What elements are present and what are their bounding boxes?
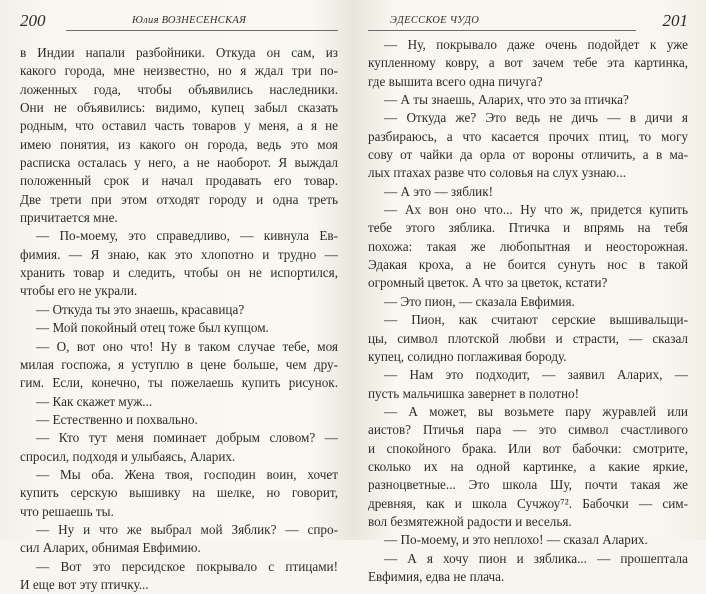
text-line: Они не объявились: видимо, купец забыл сказать [20, 100, 338, 116]
text-line: — Откуда ты это знаешь, красавица? [36, 301, 245, 317]
text-line: — По-моему, и это неплохо! — сказал Аларих. [384, 532, 648, 548]
text-line: — Вот это персидское покрывало с птицами! [36, 558, 338, 574]
text-line: древняя, как и школа Сучжоу⁷². Бабочки — сим- [368, 495, 688, 511]
left-page-body [20, 44, 338, 594]
text-line: разбираюсь, а что касается прочих птиц, то могу [368, 128, 688, 144]
text-line: — Мой покойный отец тоже был купцом. [36, 320, 269, 336]
text-line: — Ну и что же выбрал мой Зяблик? — спро- [36, 521, 338, 537]
text-line: сову от чайки да орла от вороны отличить, а в ма- [368, 147, 688, 163]
text-line: — А это — зяблик! [384, 183, 494, 199]
text-line: — Это пион, — сказала Евфимия. [384, 293, 575, 309]
right-page-header [368, 12, 688, 32]
text-line: — Ах вон оно что... Ну что ж, придется купить [384, 202, 688, 218]
text-line: — Кто тут меня поминает добрым словом? — [36, 430, 338, 446]
text-line: Эдакая кроха, а не боится сунуть нос в такой [368, 257, 688, 273]
text-line: — Нам это подходит, — заявил Аларих, — [384, 367, 688, 383]
left-running-head: Юлия ВОЗНЕСЕНСКАЯ [132, 15, 247, 26]
text-line: тебе этого зяблика. Птичка и впрямь на тебя [368, 220, 688, 236]
text-line: — А я хочу пион и зяблика... — прошептала [384, 550, 688, 566]
text-line: — Естественно и похвально. [36, 411, 198, 427]
text-line: Евфимия, едва не плача. [368, 568, 505, 584]
text-line: сил Аларих, обнимая Евфимию. [20, 540, 201, 556]
text-line: родным, что оставил часть товаров у меня, а я не [20, 118, 338, 134]
text-line: цы, символ плотской любви и страсти, — сказал [368, 330, 688, 346]
text-line: — А ты знаешь, Аларих, что это за птичка? [384, 92, 629, 108]
text-line: — По-моему, это справедливо, — кивнула Ев- [36, 228, 338, 244]
text-line: — Мы оба. Жена твоя, господин воин, хочет [36, 466, 338, 482]
right-header-rule [368, 30, 636, 31]
text-line: и спокойного брака. Или вот бабочки: смотрите, [368, 440, 688, 456]
text-line: И еще вот эту птичку... [20, 576, 149, 592]
text-line: — Пион, как считают серские вышивальщи- [384, 312, 688, 328]
text-line: лых птахах разве что соловья на слух узнаю... [368, 165, 627, 181]
text-line: пусть мальчишка завернет в полотно! [368, 385, 580, 401]
left-page-header [20, 12, 338, 32]
text-line: расписка осталась у него, а не наоборот. Я выждал [20, 155, 338, 171]
text-line: — О, вот оно что! Ну в таком случае тебе, моя [36, 338, 338, 354]
text-line: разноцветные... Это школа Шу, почти такая же [368, 477, 688, 493]
right-running-head: ЭДЕССКОЕ ЧУДО [390, 15, 480, 26]
text-line: где вышита всего одна пичуга? [368, 73, 543, 89]
right-page [356, 0, 706, 584]
right-page-body [368, 36, 688, 586]
text-line: ложенных года, чтобы объявились наследники. [20, 81, 338, 97]
text-line: — Как скажет муж... [36, 393, 153, 409]
right-page-number: 201 [662, 11, 688, 30]
text-line: имею понятия, из какого он города, ведь это моя [20, 136, 338, 152]
text-line: огромный цветок. А что за цветок, кстати? [368, 275, 608, 291]
text-line: что решаешь ты. [20, 503, 114, 519]
text-line: — Откуда же? Это ведь не дичь — в дичи я [384, 110, 688, 126]
text-line: причитается мне. [20, 210, 118, 226]
text-line: в Индии напали разбойники. Откуда он сам, из [20, 45, 338, 60]
text-line: купить серскую вышивку на шелке, но говорит, [20, 485, 338, 501]
text-line: Две трети при этом отходят городу и одна треть [20, 191, 338, 207]
text-line: чтобы его не украли. [20, 283, 138, 299]
text-line: купец, солидно поглаживая бороду. [368, 348, 567, 364]
text-line: положенный срок и начал продавать его товар. [20, 173, 338, 189]
text-line: гим. Если, конечно, ты пожелаешь купить рисунок. [20, 375, 338, 391]
left-header-rule [66, 30, 338, 31]
text-line: вол безмятежной радости и веселья. [368, 513, 572, 529]
text-line: купленному ковру, а вот зачем тебе эта картинка, [368, 55, 688, 71]
text-line: милая госпожа, я уступлю в цене больше, чем дру- [20, 356, 338, 372]
text-line: спросил, подходя и улыбаясь, Аларих. [20, 448, 236, 464]
text-line: фимия. — Я знаю, как это хлопотно и трудно — [20, 246, 338, 262]
text-line: аистов? Птичья пара — это символ счастливого [368, 422, 688, 438]
text-line: хранить товар и следить, чтобы он не испортился, [20, 265, 338, 281]
text-line: сколько их на одной картинке, а какие яркие, [368, 458, 688, 474]
left-page [0, 0, 350, 592]
text-line: — А может, вы возьмете пару журавлей или [384, 403, 688, 419]
text-line: — Ну, покрывало даже очень подойдет к уже [384, 37, 688, 52]
left-page-number: 200 [20, 11, 46, 30]
text-line: похожа: такая же любопытная и неосторожная. [368, 238, 688, 254]
text-line: какого города, мне неизвестно, но я ждал три по- [20, 63, 338, 79]
